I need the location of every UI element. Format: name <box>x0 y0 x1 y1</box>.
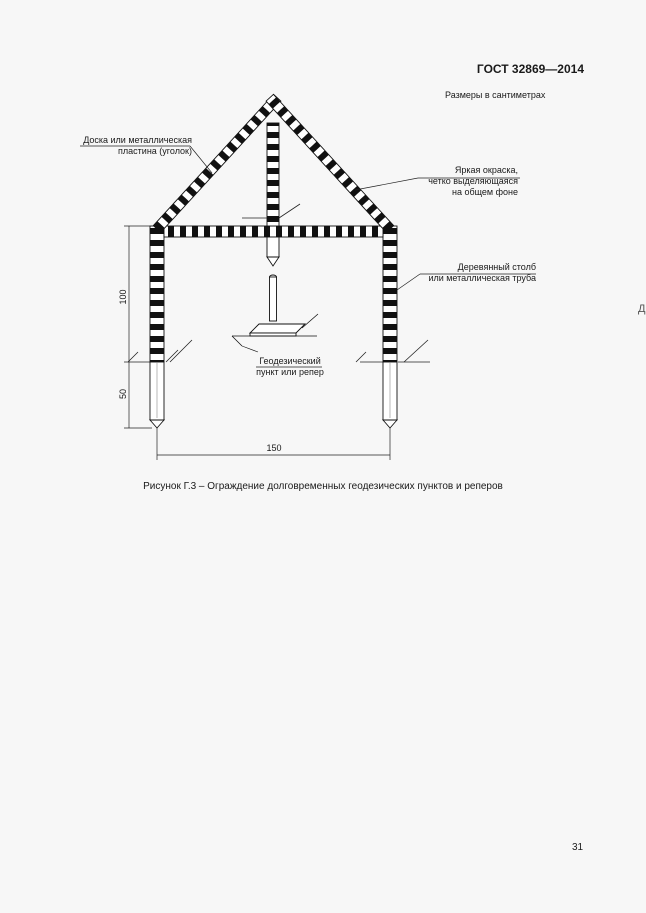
callout-post-line-2: или металлическая труба <box>428 273 536 283</box>
dim-label-depth: 50 <box>118 388 128 400</box>
callout-point-line-1: Геодезический <box>259 356 321 366</box>
callout-post-line-1: Деревянный столб <box>457 262 536 272</box>
callout-point-line-2: пункт или репер <box>256 367 324 377</box>
callout-board-line-2: пластина (уголок) <box>118 146 192 156</box>
callout-paint-line-1: Яркая окраска, <box>454 165 518 175</box>
figure-caption: Рисунок Г.3 – Ограждение долговременных геодезических пунктов и реперов <box>143 481 503 492</box>
crossbar <box>164 226 383 237</box>
callout-post <box>404 262 536 284</box>
right-post <box>383 226 397 428</box>
roof-right-board <box>266 94 394 232</box>
dim-label-height: 100 <box>118 289 128 305</box>
geodetic-point <box>232 275 318 352</box>
dim-label-width: 150 <box>266 443 282 453</box>
roof-left-board <box>153 94 281 232</box>
margin-mark: Д <box>638 303 646 315</box>
callout-board-line-1: Доска или металлическая <box>83 135 192 145</box>
central-post <box>242 123 300 266</box>
document-code: ГОСТ 32869—2014 <box>476 62 584 76</box>
units-note: Размеры в сантиметрах <box>445 90 546 100</box>
page-number: 31 <box>572 842 584 853</box>
callout-paint-line-3: на общем фоне <box>451 187 518 197</box>
callout-point <box>244 356 336 378</box>
callout-paint <box>398 165 518 198</box>
left-post <box>150 226 164 428</box>
callout-paint-line-2: четко выделяющаяся <box>428 176 518 186</box>
callout-board <box>60 135 192 157</box>
